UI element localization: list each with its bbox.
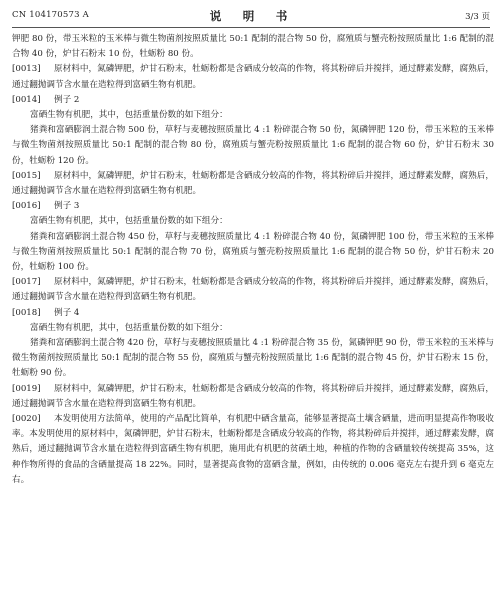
paragraph-0018 <box>12 306 494 321</box>
paragraph-0020 <box>12 412 494 488</box>
paragraph-text: 原材料中，氮磷钾肥，炉甘石粉末，牡蛎粉都是含硒成分较高的作物，将其粉碎后并搅拌，通过酵素发酵，腐熟后，通过翻抛调节含水量在造粒得到富硒生物有机肥。 <box>12 277 494 303</box>
example-heading: 例子 2 <box>54 94 80 105</box>
paragraph-0019 <box>12 382 494 412</box>
paragraph-number: [0019] <box>12 383 41 394</box>
header-rule <box>12 27 490 28</box>
paragraph-composition-intro <box>12 214 494 229</box>
paragraph-0017 <box>12 275 494 305</box>
example-heading: 例子 3 <box>54 201 80 212</box>
paragraph-number: [0014] <box>12 94 41 105</box>
paragraph-number: [0016] <box>12 201 41 212</box>
paragraph-composition <box>12 230 494 276</box>
page-number: 3/3 页 <box>465 12 490 22</box>
paragraph-composition <box>12 123 494 169</box>
paragraph-text: 原材料中，氮磷钾肥，炉甘石粉末，牡蛎粉都是含硒成分较高的作物，将其粉碎后并搅拌，通过酵素发酵，腐熟后，通过翻抛调节含水量在造粒得到富硒生物有机肥。 <box>12 383 494 409</box>
paragraph-text: 富硒生物有机肥，其中，包括重量份数的如下组分： <box>30 110 228 121</box>
paragraph-text: 钾肥 80 份，带玉米粒的玉米棒与微生物菌剂按照质量比 50:1 配制的混合物 50 份，腐殖质与蟹壳粉按照质量比 1:6 配制的混合物 40 份，炉甘石粉末 10 份，牡蛎粉 80 份。 <box>12 34 494 60</box>
paragraph-text: 猪粪和富硒膨润土混合物 500 份，草籽与麦穗按照质量比 4 :1 粉碎混合物 50 份，氮磷钾肥 120 份，带玉米粒的玉米棒与微生物菌剂按照质量比 50:1 配制的混合物 80 份，腐殖质与蟹壳粉按照质量比 1:6 配制的混合物 60 份，炉甘石粉末 30 份，牡蛎粉 120 份。 <box>12 125 494 166</box>
page-header <box>12 8 490 26</box>
paragraph-text: 原材料中，氮磷钾肥，炉甘石粉末，牡蛎粉都是含硒成分较高的作物，将其粉碎后并搅拌，通过酵素发酵，腐熟后，通过翻抛调节含水量在造粒得到富硒生物有机肥。 <box>12 170 494 197</box>
paragraph-text: 猪粪和富硒膨润土混合物 450 份，草籽与麦穗按照质量比 4 :1 粉碎混合物 40 份，氮磷钾肥 100 份，带玉米粒的玉米棒与微生物菌剂按照质量比 50:1 配制的混合物 70 份，腐殖质与蟹壳粉按照质量比 1:6 配制的混合物 50 份，炉甘石粉末 20 份，牡蛎粉 100 份。 <box>12 231 494 273</box>
paragraph-0016 <box>12 199 494 214</box>
publication-number: CN 104170573 A <box>12 10 89 20</box>
example-heading: 例子 4 <box>54 307 80 318</box>
document-title: 说 明 书 <box>209 9 293 23</box>
paragraph-0015 <box>12 169 494 199</box>
paragraph-text: 富硒生物有机肥，其中，包括重量份数的如下组分： <box>30 216 228 227</box>
paragraph-number: [0013] <box>12 64 41 75</box>
paragraph-continuation <box>12 32 494 62</box>
paragraph-number: [0015] <box>12 170 41 181</box>
paragraph-number: [0017] <box>12 277 41 288</box>
paragraph-text: 本发明使用方法简单，使用的产品配比简单，有机肥中硒含量高，能够显著提高土壤含硒量，进而明显提高作物吸收率。本发明使用的原材料中，氮磷钾肥，炉甘石粉末，牡蛎粉都是含硒成分较高的作物，将其粉碎后并搅拌，通过酵素发酵，腐熟后，通过翻抛调节含水量在造粒得到富硒生物有机肥，施用此有机肥的贫硒土地，种植的作物的含硒量较传统提高 35%，这种作物所得的食品的含硒量提高 18 22%。同时，显著提高食物的富硒含量，例如，由传统的 0.006 毫克左右提升到 6 毫克左右。 <box>12 414 494 485</box>
paragraph-0013 <box>12 62 494 92</box>
paragraph-number: [0018] <box>12 307 41 318</box>
document-body <box>12 32 494 488</box>
paragraph-composition-intro <box>12 321 494 336</box>
paragraph-text: 富硒生物有机肥，其中，包括重量份数的如下组分： <box>30 322 228 333</box>
paragraph-number: [0020] <box>12 414 41 425</box>
paragraph-composition <box>12 336 494 382</box>
paragraph-text: 猪粪和富硒膨润土混合物 420 份，草籽与麦穗按照质量比 4 :1 粉碎混合物 35 份，氮磷钾肥 90 份，带玉米粒的玉米棒与微生物菌剂按照质量比 50:1 配制的混合物 55 份，腐殖质与蟹壳粉按照质量比 1:6 配制的混合物 45 份，炉甘石粉末 15 份，牡蛎粉 90 份。 <box>12 338 494 379</box>
paragraph-composition-intro <box>12 108 494 123</box>
paragraph-0014 <box>12 93 494 108</box>
paragraph-text: 原材料中，氮磷钾肥，炉甘石粉末，牡蛎粉都是含硒成分较高的作物，将其粉碎后并搅拌，通过酵素发酵，腐熟后，通过翻抛调节含水量在造粒得到富硒生物有机肥。 <box>12 64 494 90</box>
